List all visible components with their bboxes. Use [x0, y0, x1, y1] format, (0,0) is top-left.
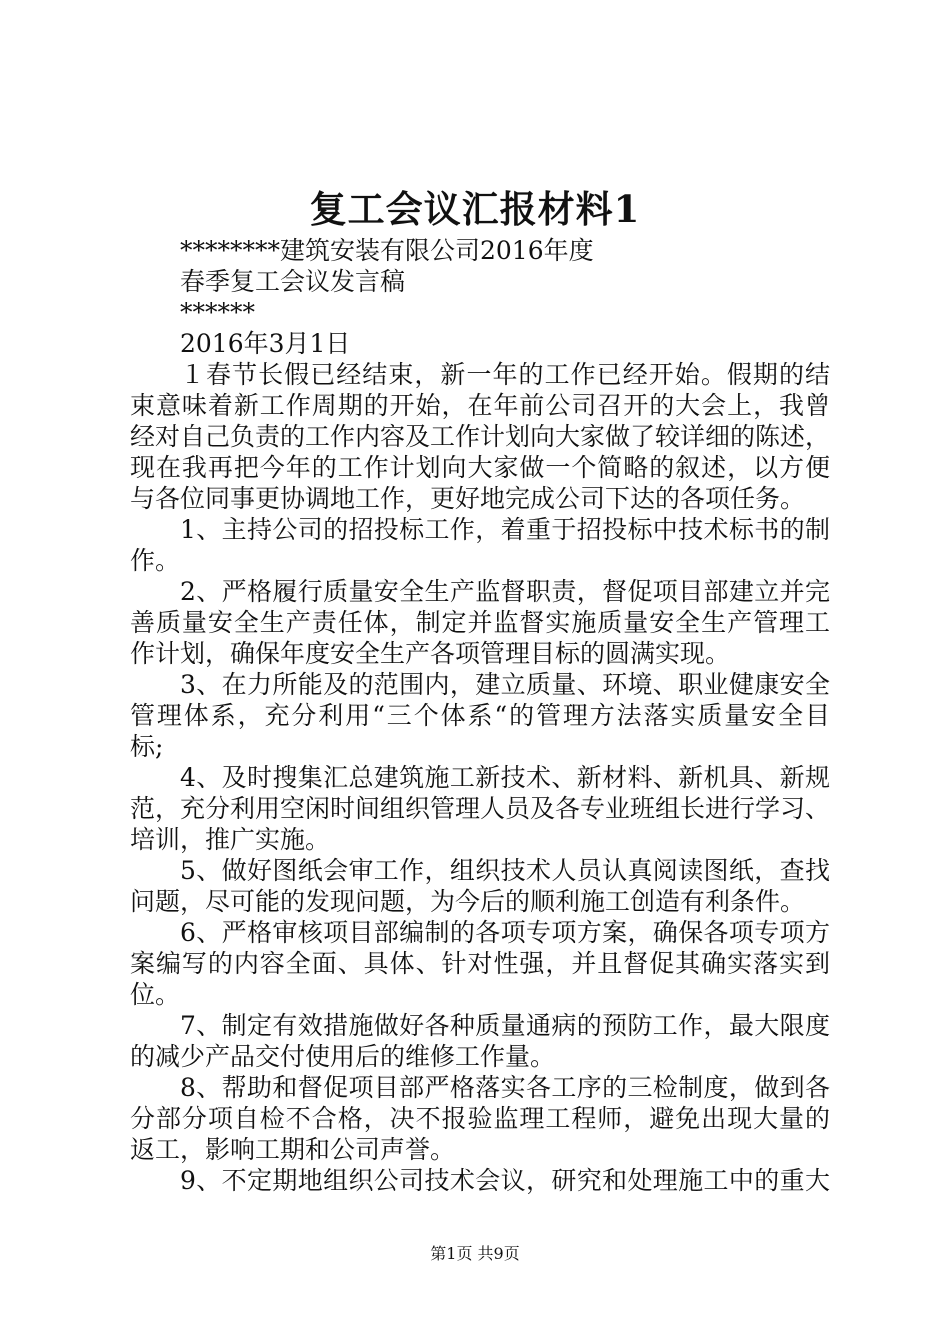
- speech-title-line: 春季复工会议发言稿: [180, 267, 406, 296]
- paragraph-line: 标;: [130, 732, 164, 761]
- paragraph-line: 范，充分利用空闲时间组织管理人员及各专业班组长进行学习、: [130, 794, 831, 823]
- paragraph: [130, 1072, 830, 1165]
- paragraph-line: 分部分项自检不合格，决不报验监理工程师，避免出现大量的: [130, 1104, 830, 1133]
- speaker-line: ******: [180, 298, 255, 327]
- paragraph: [130, 514, 830, 576]
- paragraph-line: 返工，影响工期和公司声誉。: [130, 1135, 456, 1164]
- paragraph-line: 2、严格履行质量安全生产监督职责，督促项目部建立并完: [180, 577, 830, 606]
- paragraph-line: 5、做好图纸会审工作，组织技术人员认真阅读图纸，查找: [180, 856, 830, 885]
- paragraph-line: 管理体系，充分利用“三个体系“的管理方法落实质量安全目: [130, 701, 830, 730]
- paragraph-line: 位。: [130, 980, 181, 1009]
- paragraph-line: 束意味着新工作周期的开始，在年前公司召开的大会上，我曾: [130, 391, 830, 420]
- paragraph-line: 7、制定有效措施做好各种质量通病的预防工作，最大限度: [180, 1011, 830, 1040]
- paragraph: [130, 1165, 830, 1196]
- paragraph: [130, 1010, 830, 1072]
- company-line: ********建筑安装有限公司2016年度: [180, 236, 594, 265]
- paragraph-line: 9、不定期地组织公司技术会议，研究和处理施工中的重大: [180, 1166, 830, 1195]
- paragraph-list: [130, 359, 830, 1196]
- paragraph: [130, 762, 830, 855]
- paragraph: [130, 855, 830, 917]
- paragraph: [130, 917, 830, 1010]
- paragraph-line: 案编写的内容全面、具体、针对性强，并且督促其确实落实到: [130, 949, 830, 978]
- paragraph: [130, 669, 830, 762]
- paragraph-line: 培训，推广实施。: [130, 825, 331, 854]
- paragraph-line: 善质量安全生产责任体，制定并监督实施质量安全生产管理工: [130, 608, 830, 637]
- paragraph-line: 与各位同事更协调地工作，更好地完成公司下达的各项任务。: [130, 484, 806, 513]
- date-line: 2016年3月1日: [180, 329, 351, 358]
- paragraph: [130, 359, 830, 514]
- document-body: [130, 235, 830, 1196]
- document-title: 复工会议汇报材料1: [309, 187, 641, 231]
- paragraph-line: 的减少产品交付使用后的维修工作量。: [130, 1042, 556, 1071]
- paragraph-line: 作。: [130, 546, 181, 575]
- paragraph-line: 作计划，确保年度安全生产各项管理目标的圆满实现。: [130, 639, 731, 668]
- paragraph-line: 6、严格审核项目部编制的各项专项方案，确保各项专项方: [180, 918, 830, 947]
- paragraph: [130, 576, 830, 669]
- paragraph-line: 3、在力所能及的范围内，建立质量、环境、职业健康安全: [180, 670, 830, 699]
- paragraph-line: 经对自己负责的工作内容及工作计划向大家做了较详细的陈述，: [130, 422, 831, 451]
- paragraph-line: １春节长假已经结束，新一年的工作已经开始。假期的结: [180, 360, 830, 389]
- paragraph-line: 8、帮助和督促项目部严格落实各工序的三检制度，做到各: [180, 1073, 830, 1102]
- paragraph-line: 现在我再把今年的工作计划向大家做一个简略的叙述，以方便: [130, 453, 830, 482]
- page-footer: 第1页 共9页: [430, 1244, 520, 1263]
- paragraph-line: 4、及时搜集汇总建筑施工新技术、新材料、新机具、新规: [180, 763, 830, 792]
- paragraph-line: 1、主持公司的招投标工作，着重于招投标中技术标书的制: [180, 515, 830, 544]
- paragraph-line: 问题，尽可能的发现问题，为今后的顺利施工创造有利条件。: [130, 887, 806, 916]
